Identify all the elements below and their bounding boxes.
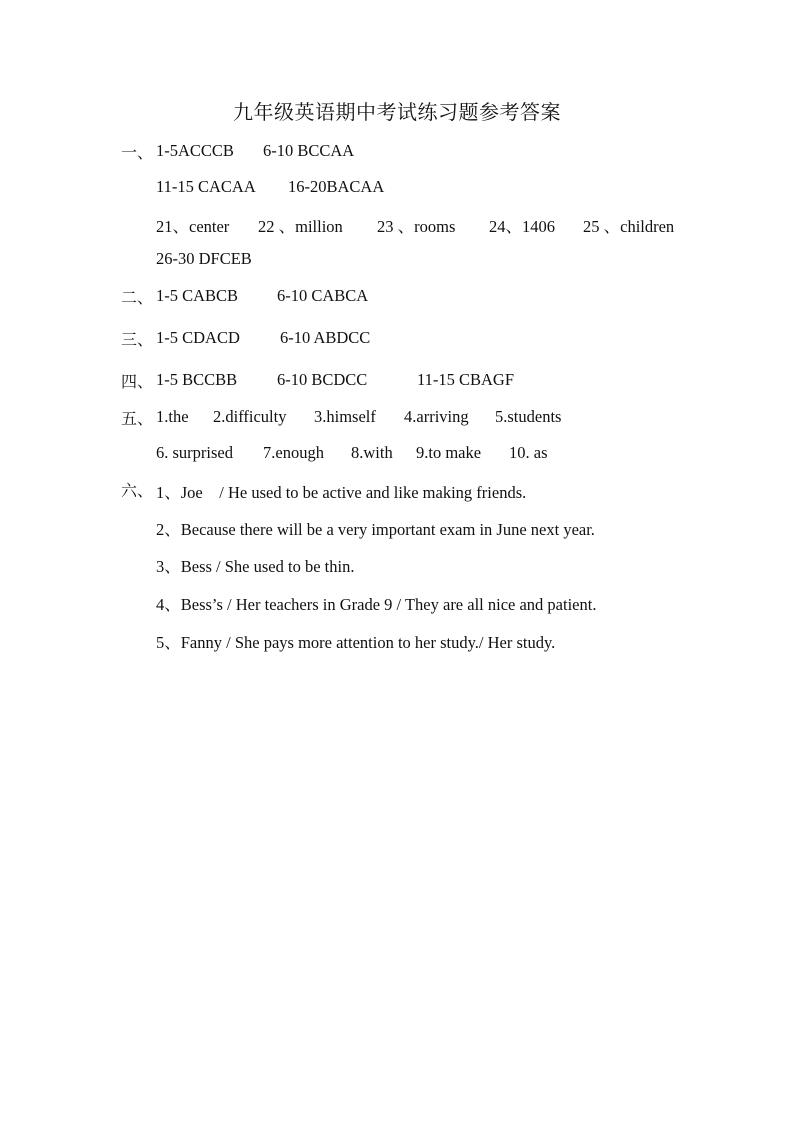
answer-6-10: 6-10 BCDCC (277, 370, 368, 389)
answer-26-30: 26-30 DFCEB (156, 249, 252, 268)
answer-8: 8.with (351, 443, 393, 462)
answer-6-10: 6-10 ABDCC (280, 328, 371, 347)
answer-6: 6. surprised (156, 443, 233, 462)
answer-11-15: 11-15 CACAA (156, 177, 256, 196)
answer-3: 3.himself (314, 407, 376, 426)
answer-21: 21、center (156, 217, 230, 236)
section-number-6: 六、 (121, 481, 154, 500)
answer-1-5: 1-5ACCCB (156, 141, 234, 160)
answer-6-10: 6-10 BCCAA (263, 141, 355, 160)
answer-sentence-3: 3、Bess / She used to be thin. (156, 557, 355, 576)
answer-1-5: 1-5 BCCBB (156, 370, 238, 389)
section-number-1: 一、 (121, 143, 154, 162)
answer-7: 7.enough (263, 443, 324, 462)
answer-5: 5.students (495, 407, 562, 426)
answer-16-20: 16-20BACAA (288, 177, 385, 196)
answer-1-5: 1-5 CDACD (156, 328, 240, 347)
answer-24: 24、1406 (489, 217, 555, 236)
answer-2: 2.difficulty (213, 407, 287, 426)
answer-9: 9.to make (416, 443, 482, 462)
section-number-3: 三、 (121, 330, 154, 349)
answer-sentence-5: 5、Fanny / She pays more attention to her study./ Her study. (156, 633, 556, 652)
answer-sentence-1: 1、Joe / He used to be active and like making friends. (156, 483, 527, 502)
section-number-4: 四、 (121, 372, 154, 391)
answer-4: 4.arriving (404, 407, 469, 426)
answer-1: 1.the (156, 407, 189, 426)
answer-23: 23 、rooms (377, 217, 456, 236)
page-title: 九年级英语期中考试练习题参考答案 (233, 100, 561, 124)
answer-1-5: 1-5 CABCB (156, 286, 239, 305)
section-number-2: 二、 (121, 288, 154, 307)
answer-sentence-2: 2、Because there will be a very important exam in June next year. (156, 520, 595, 539)
answer-22: 22 、million (258, 217, 343, 236)
answer-10: 10. as (509, 443, 548, 462)
answer-sentence-4: 4、Bess’s / Her teachers in Grade 9 / They are all nice and patient. (156, 595, 597, 614)
answer-11-15: 11-15 CBAGF (417, 370, 515, 389)
answer-6-10: 6-10 CABCA (277, 286, 369, 305)
section-number-5: 五、 (121, 409, 154, 428)
answer-25: 25 、children (583, 217, 675, 236)
